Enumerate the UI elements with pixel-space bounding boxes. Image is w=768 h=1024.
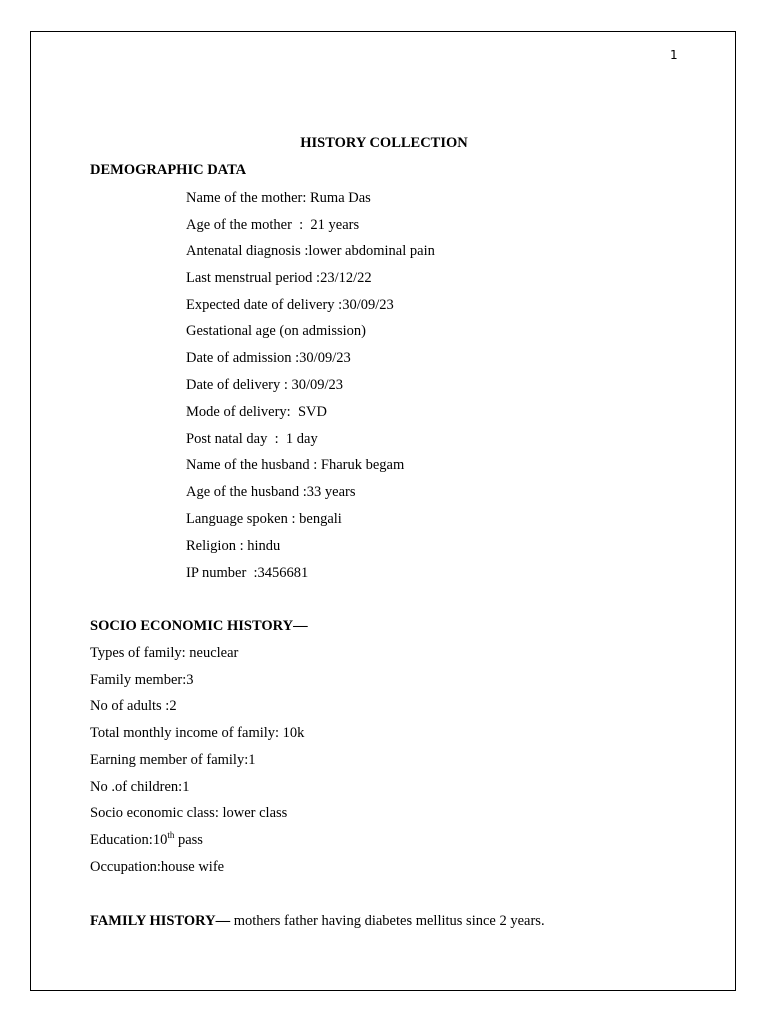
demographic-line: Antenatal diagnosis :lower abdominal pain [186,243,435,259]
demographic-line: Age of the mother : 21 years [186,217,360,233]
demographic-line: Name of the husband : Fharuk begam [186,457,405,473]
socio-economic-heading: SOCIO ECONOMIC HISTORY— [90,618,308,634]
socio-economic-line: No .of children:1 [90,779,190,795]
demographic-line: Name of the mother: Ruma Das [186,190,371,206]
demographic-line: Religion : hindu [186,538,281,554]
socio-economic-line: Family member:3 [90,672,194,688]
demographic-line: Expected date of delivery :30/09/23 [186,297,394,313]
education-superscript: th [167,830,175,841]
occupation-line: Occupation:house wife [90,859,225,875]
demographic-line: Age of the husband :33 years [186,484,356,500]
demographic-line: Date of delivery : 30/09/23 [186,377,344,393]
demographic-line: Mode of delivery: SVD [186,404,327,420]
education-suffix: pass [174,832,203,848]
demographic-line: Last menstrual period :23/12/22 [186,270,372,286]
demographic-heading: DEMOGRAPHIC DATA [90,162,247,178]
demographic-line: Gestational age (on admission) [186,323,366,339]
family-history-heading: FAMILY HISTORY— [90,913,231,929]
socio-economic-line: Socio economic class: lower class [90,805,288,821]
socio-economic-line: Total monthly income of family: 10k [90,725,305,741]
demographic-line: IP number :3456681 [186,565,309,581]
demographic-line: Post natal day : 1 day [186,431,318,447]
document-title: HISTORY COLLECTION [300,135,468,151]
family-history-text: mothers father having diabetes mellitus since 2 years. [230,913,545,929]
socio-economic-line: No of adults :2 [90,698,177,714]
page-number: 1 [670,48,678,62]
demographic-line: Date of admission :30/09/23 [186,350,351,366]
socio-economic-line: Earning member of family:1 [90,752,256,768]
education-prefix: Education:10 [90,832,168,848]
socio-economic-line: Types of family: neuclear [90,645,239,661]
education-line [90,831,203,849]
family-history-line [90,912,545,930]
demographic-line: Language spoken : bengali [186,511,342,527]
